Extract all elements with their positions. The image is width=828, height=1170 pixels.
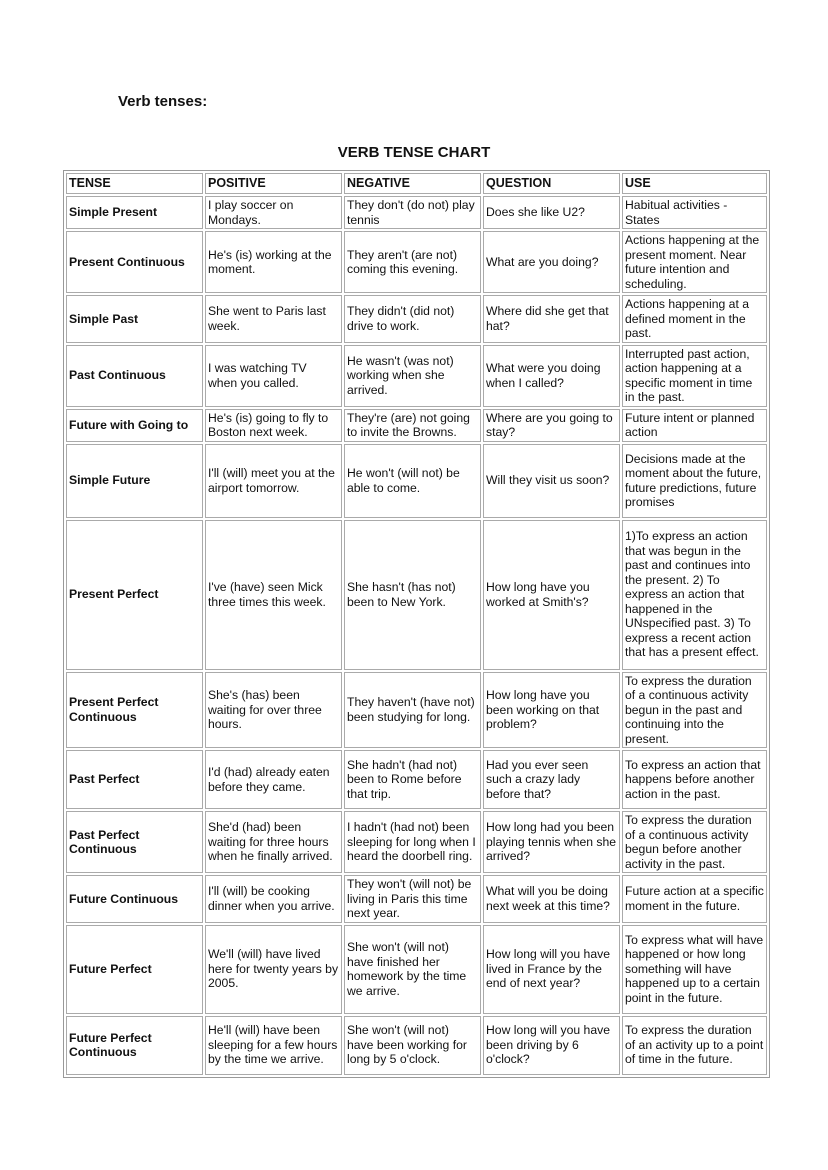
use-description: Interrupted past action, action happening at a specific moment in time in the past. <box>622 345 767 407</box>
positive-example: I'll (will) be cooking dinner when you arrive. <box>205 875 342 923</box>
question-example: Will they visit us soon? <box>483 444 620 518</box>
tense-name: Present Perfect <box>66 520 203 670</box>
question-example: How long had you been playing tennis when she arrived? <box>483 811 620 873</box>
negative-example: I hadn't (had not) been sleeping for long when I heard the doorbell ring. <box>344 811 481 873</box>
negative-example: They aren't (are not) coming this evening. <box>344 231 481 293</box>
positive-example: I play soccer on Mondays. <box>205 196 342 229</box>
tense-name: Future Continuous <box>66 875 203 923</box>
question-example: What are you doing? <box>483 231 620 293</box>
use-description: Actions happening at the present moment. Near future intention and scheduling. <box>622 231 767 293</box>
question-example: What will you be doing next week at this time? <box>483 875 620 923</box>
table-row <box>66 1016 767 1075</box>
verb-tense-table <box>63 170 770 1078</box>
table-row <box>66 345 767 407</box>
positive-example: He'll (will) have been sleeping for a few hours by the time we arrive. <box>205 1016 342 1075</box>
chart-title <box>0 144 828 161</box>
question-example: Does she like U2? <box>483 196 620 229</box>
table-header-row <box>66 173 767 194</box>
tense-name: Past Perfect <box>66 750 203 809</box>
tense-name: Past Continuous <box>66 345 203 407</box>
negative-example: They're (are) not going to invite the Browns. <box>344 409 481 442</box>
table-row <box>66 444 767 518</box>
question-example: Where are you going to stay? <box>483 409 620 442</box>
use-description: Habitual activities - States <box>622 196 767 229</box>
tense-name: Simple Future <box>66 444 203 518</box>
negative-example: She hasn't (has not) been to New York. <box>344 520 481 670</box>
negative-example: She won't (will not) have been working for long by 5 o'clock. <box>344 1016 481 1075</box>
positive-example: We'll (will) have lived here for twenty years by 2005. <box>205 925 342 1014</box>
table-row <box>66 231 767 293</box>
negative-example: They haven't (have not) been studying for long. <box>344 672 481 749</box>
use-description: To express an action that happens before another action in the past. <box>622 750 767 809</box>
positive-example: She's (has) been waiting for over three hours. <box>205 672 342 749</box>
tense-name: Future Perfect Continuous <box>66 1016 203 1075</box>
negative-example: They won't (will not) be living in Paris this time next year. <box>344 875 481 923</box>
tense-name: Present Continuous <box>66 231 203 293</box>
col-header-question: QUESTION <box>483 173 620 194</box>
chart-title-text: VERB TENSE CHART <box>337 144 491 161</box>
question-example: How long have you worked at Smith's? <box>483 520 620 670</box>
table-row <box>66 672 767 749</box>
negative-example: They don't (do not) play tennis <box>344 196 481 229</box>
question-example: How long will you have been driving by 6 o'clock? <box>483 1016 620 1075</box>
table-row <box>66 409 767 442</box>
tense-name: Simple Past <box>66 295 203 343</box>
question-example: How long have you been working on that problem? <box>483 672 620 749</box>
positive-example: I was watching TV when you called. <box>205 345 342 407</box>
table-row <box>66 811 767 873</box>
negative-example: She hadn't (had not) been to Rome before that trip. <box>344 750 481 809</box>
use-description: To express what will have happened or how long something will have happened up to a certain point in the future. <box>622 925 767 1014</box>
positive-example: He's (is) working at the moment. <box>205 231 342 293</box>
positive-example: She'd (had) been waiting for three hours when he finally arrived. <box>205 811 342 873</box>
tense-name: Simple Present <box>66 196 203 229</box>
question-example: Had you ever seen such a crazy lady before that? <box>483 750 620 809</box>
page-heading: Verb tenses: <box>118 93 208 110</box>
negative-example: They didn't (did not) drive to work. <box>344 295 481 343</box>
table-row <box>66 196 767 229</box>
table-row <box>66 520 767 670</box>
negative-example: She won't (will not) have finished her homework by the time we arrive. <box>344 925 481 1014</box>
use-description: To express the duration of an activity up to a point of time in the future. <box>622 1016 767 1075</box>
use-description: Decisions made at the moment about the future, future predictions, future promises <box>622 444 767 518</box>
use-description: To express the duration of a continuous activity begun in the past and continuing into the present. <box>622 672 767 749</box>
positive-example: I'll (will) meet you at the airport tomorrow. <box>205 444 342 518</box>
question-example: What were you doing when I called? <box>483 345 620 407</box>
positive-example: He's (is) going to fly to Boston next week. <box>205 409 342 442</box>
col-header-positive: POSITIVE <box>205 173 342 194</box>
tense-name: Future Perfect <box>66 925 203 1014</box>
col-header-negative: NEGATIVE <box>344 173 481 194</box>
tense-name: Future with Going to <box>66 409 203 442</box>
tense-name: Past Perfect Continuous <box>66 811 203 873</box>
table-row <box>66 750 767 809</box>
table-row <box>66 295 767 343</box>
tense-name: Present Perfect Continuous <box>66 672 203 749</box>
use-description: 1)To express an action that was begun in the past and continues into the present. 2) To express an action that happened in the UNspecified past. 3) To express a recent action that has a present effect. <box>622 520 767 670</box>
table-row <box>66 925 767 1014</box>
use-description: Actions happening at a defined moment in the past. <box>622 295 767 343</box>
use-description: To express the duration of a continuous activity begun before another activity in the past. <box>622 811 767 873</box>
use-description: Future intent or planned action <box>622 409 767 442</box>
positive-example: I've (have) seen Mick three times this week. <box>205 520 342 670</box>
negative-example: He wasn't (was not) working when she arrived. <box>344 345 481 407</box>
table-row <box>66 875 767 923</box>
question-example: Where did she get that hat? <box>483 295 620 343</box>
positive-example: I'd (had) already eaten before they came. <box>205 750 342 809</box>
col-header-use: USE <box>622 173 767 194</box>
use-description: Future action at a specific moment in the future. <box>622 875 767 923</box>
positive-example: She went to Paris last week. <box>205 295 342 343</box>
negative-example: He won't (will not) be able to come. <box>344 444 481 518</box>
question-example: How long will you have lived in France by the end of next year? <box>483 925 620 1014</box>
col-header-tense: TENSE <box>66 173 203 194</box>
